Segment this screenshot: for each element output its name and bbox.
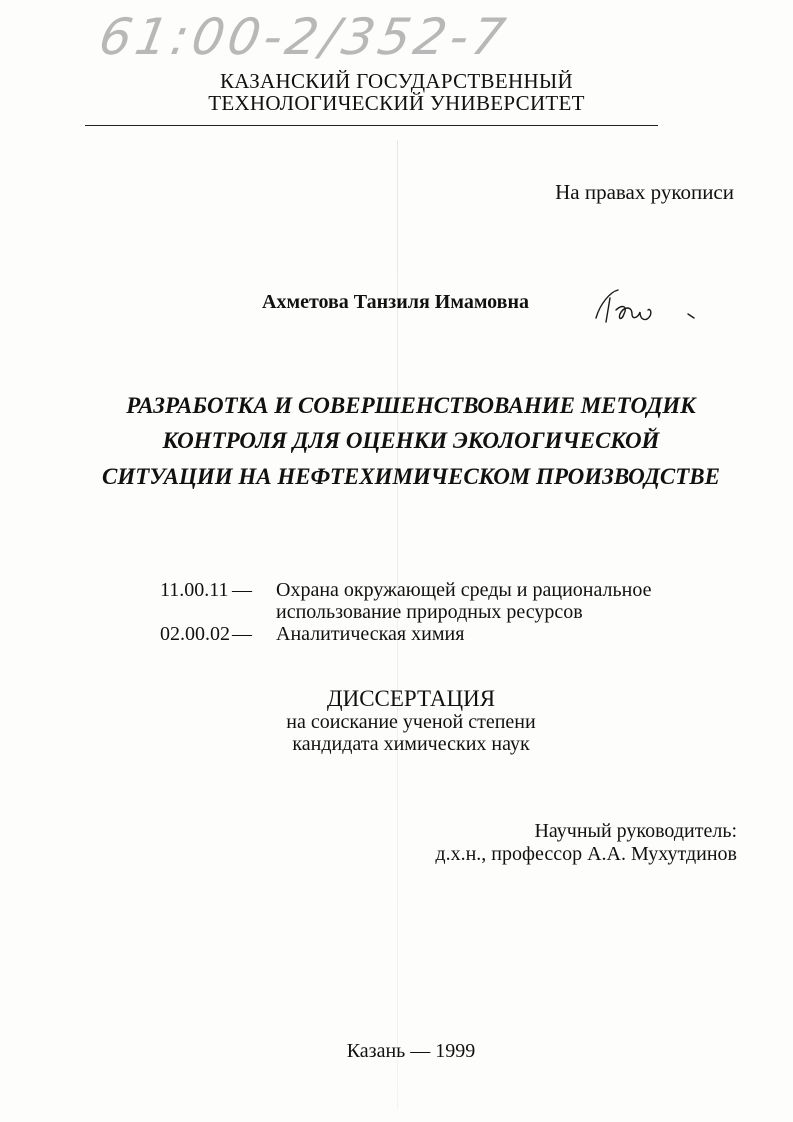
degree-line-1: на соискание ученой степени bbox=[286, 711, 536, 733]
author-name: Ахметова Танзиля Имамовна bbox=[262, 291, 530, 313]
specialty-name-line-1: Аналитическая химия bbox=[276, 623, 465, 645]
archive-stamp: 61:00-2/352-7 bbox=[94, 8, 514, 66]
specialty-code: 02.00.02 bbox=[160, 623, 230, 645]
specialty-item bbox=[0, 623, 793, 647]
author-signature bbox=[588, 278, 708, 334]
specialty-name-line-2: использование природных ресурсов bbox=[276, 601, 583, 623]
city-year: Казань — 1999 bbox=[346, 1040, 476, 1062]
university-name-line-2: ТЕХНОЛОГИЧЕСКИЙ УНИВЕРСИТЕТ bbox=[208, 91, 585, 115]
specialty-dash: — bbox=[232, 623, 252, 645]
specialty-item bbox=[0, 579, 793, 627]
dissertation-heading: ДИССЕРТАЦИЯ bbox=[326, 686, 496, 711]
header-divider bbox=[85, 125, 658, 126]
manuscript-rights-note: На правах рукописи bbox=[555, 180, 734, 204]
degree-line-2: кандидата химических наук bbox=[292, 733, 530, 755]
advisor-label: Научный руководитель: bbox=[534, 820, 737, 842]
specialty-code: 11.00.11 bbox=[160, 579, 229, 601]
specialty-dash: — bbox=[232, 579, 252, 601]
advisor-name: д.х.н., профессор А.А. Мухутдинов bbox=[435, 843, 737, 865]
specialty-name-line-1: Охрана окружающей среды и рациональное bbox=[276, 579, 652, 601]
dissertation-title-line-3: СИТУАЦИИ НА НЕФТЕХИМИЧЕСКОМ ПРОИЗВОДСТВЕ bbox=[102, 464, 720, 489]
university-name-line-1: КАЗАНСКИЙ ГОСУДАРСТВЕННЫЙ bbox=[219, 69, 573, 93]
dissertation-title-line-1: РАЗРАБОТКА И СОВЕРШЕНСТВОВАНИЕ МЕТОДИК bbox=[126, 393, 696, 418]
dissertation-title-line-2: КОНТРОЛЯ ДЛЯ ОЦЕНКИ ЭКОЛОГИЧЕСКОЙ bbox=[162, 428, 660, 453]
